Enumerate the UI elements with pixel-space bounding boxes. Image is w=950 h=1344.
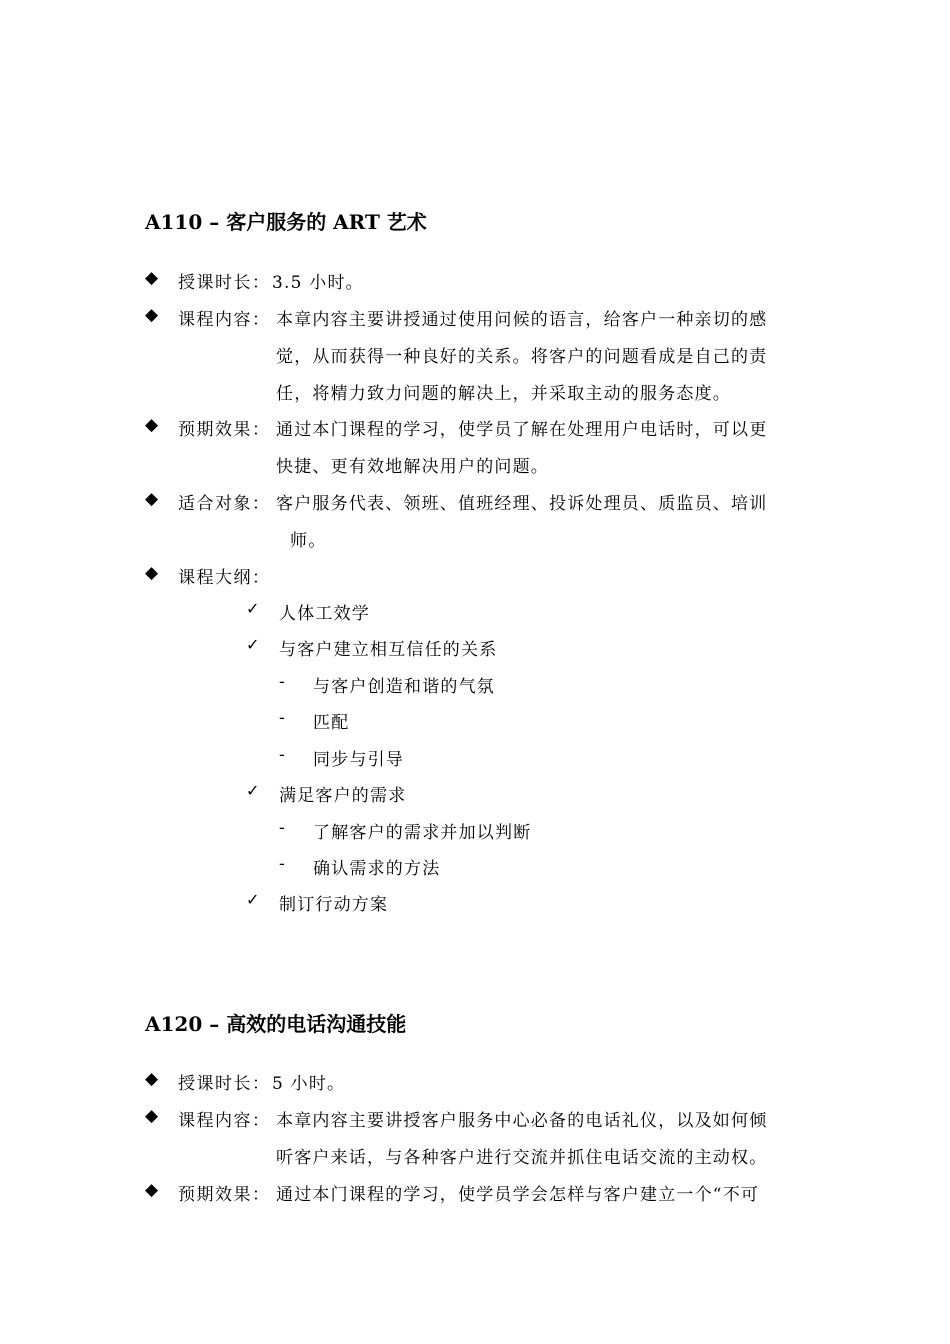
- dash-icon: -: [279, 745, 285, 765]
- bullet-icon: ◆: [145, 1106, 159, 1126]
- effect-text-line: 快捷、更有效地解决用户的问题。: [276, 457, 549, 477]
- audience-label: 适合对象：: [178, 494, 271, 514]
- duration-value: 3.5 小时。: [272, 273, 364, 293]
- outline-item: 与客户建立相互信任的关系: [279, 640, 498, 660]
- content-text-line: 本章内容主要讲授通过使用问候的语言，给客户一种亲切的感: [276, 310, 768, 330]
- content-text-line: 觉，从而获得一种良好的关系。将客户的问题看成是自己的责: [276, 347, 768, 367]
- outline-item: 制订行动方案: [279, 895, 389, 915]
- dash-icon: -: [279, 672, 285, 692]
- outline-subitem: 同步与引导: [313, 750, 404, 770]
- audience-text-line: 师。: [290, 531, 327, 551]
- effect-label: 预期效果：: [178, 1185, 271, 1205]
- outline-subitem: 匹配: [313, 713, 350, 733]
- check-icon: ✓: [246, 890, 260, 909]
- duration-value: 5 小时。: [272, 1074, 346, 1094]
- content-text-line: 听客户来话，与各种客户进行交流并抓住电话交流的主动权。: [276, 1148, 768, 1168]
- content-label: 课程内容：: [178, 1111, 271, 1131]
- bullet-icon: ◆: [145, 268, 159, 288]
- content-text-line: 本章内容主要讲授客户服务中心必备的电话礼仪，以及如何倾: [276, 1111, 768, 1131]
- bullet-icon: ◆: [145, 1069, 159, 1089]
- dash-icon: -: [279, 818, 285, 838]
- outline-subitem: 了解客户的需求并加以判断: [313, 823, 532, 843]
- check-icon: ✓: [246, 635, 260, 654]
- outline-item: 满足客户的需求: [279, 786, 407, 806]
- outline-label: 课程大纲：: [178, 568, 271, 588]
- dash-icon: -: [279, 708, 285, 728]
- outline-item: 人体工效学: [279, 604, 370, 624]
- content-text-line: 任，将精力致力问题的解决上，并采取主动的服务态度。: [276, 384, 731, 404]
- duration-label: 授课时长：: [178, 273, 271, 293]
- content-label: 课程内容：: [178, 310, 271, 330]
- check-icon: ✓: [246, 599, 260, 618]
- dash-icon: -: [279, 854, 285, 874]
- check-icon: ✓: [246, 781, 260, 800]
- duration-label: 授课时长：: [178, 1074, 271, 1094]
- course-title-a120: A120 – 高效的电话沟通技能: [145, 1012, 407, 1036]
- course-title-a110: A110 – 客户服务的 ART 艺术: [145, 210, 427, 234]
- effect-text-line: 通过本门课程的学习，使学员学会怎样与客户建立一个“不可: [276, 1185, 760, 1205]
- bullet-icon: ◆: [145, 415, 159, 435]
- bullet-icon: ◆: [145, 305, 159, 325]
- effect-text-line: 通过本门课程的学习，使学员了解在处理用户电话时，可以更: [276, 420, 768, 440]
- bullet-icon: ◆: [145, 1180, 159, 1200]
- audience-text-line: 客户服务代表、领班、值班经理、投诉处理员、质监员、培训: [276, 494, 768, 514]
- outline-subitem: 确认需求的方法: [313, 859, 441, 879]
- bullet-icon: ◆: [145, 489, 159, 509]
- bullet-icon: ◆: [145, 563, 159, 583]
- outline-subitem: 与客户创造和谐的气氛: [313, 677, 495, 697]
- effect-label: 预期效果：: [178, 420, 271, 440]
